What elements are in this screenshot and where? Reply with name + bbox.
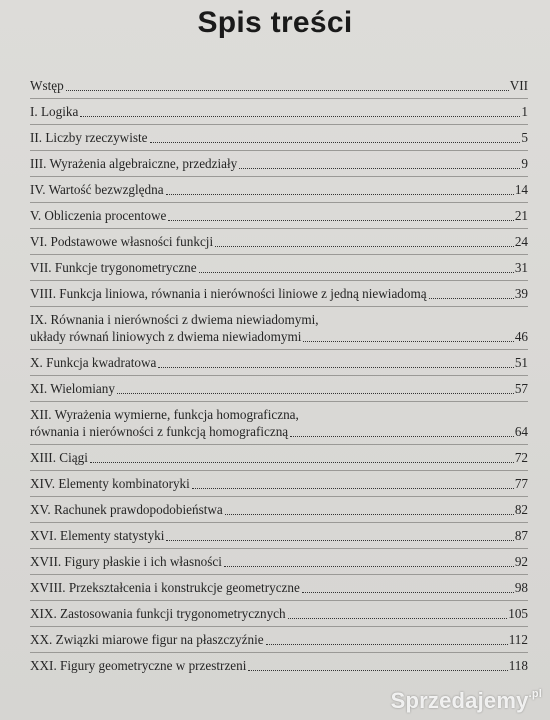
toc-page-number: 46 xyxy=(514,329,528,344)
toc-entry-line xyxy=(30,155,528,172)
toc-entry-line xyxy=(30,631,528,648)
toc-entry xyxy=(30,553,528,570)
toc-entry-title: II. Liczby rzeczywiste xyxy=(30,130,148,145)
toc-page-number: 21 xyxy=(514,208,528,223)
toc-entry-title: XVIII. Przekształcenia i konstrukcje geometryczne xyxy=(30,580,300,595)
toc-entry xyxy=(30,259,528,276)
separator-line xyxy=(30,280,528,281)
toc-entry xyxy=(30,155,528,172)
toc-entry-line xyxy=(30,311,528,328)
toc-page-number: 14 xyxy=(514,182,528,197)
dot-leader xyxy=(166,539,513,541)
toc-entry-line xyxy=(30,605,528,622)
toc-entry-title: równania i nierówności z funkcją homograficzną xyxy=(30,424,289,439)
separator-line xyxy=(30,254,528,255)
page-title: Spis treści xyxy=(197,6,353,39)
toc-page-number: 82 xyxy=(514,502,528,517)
toc-entry-title: XVII. Figury płaskie i ich własności xyxy=(30,554,222,569)
separator-line xyxy=(30,522,528,523)
toc-entry xyxy=(30,354,528,371)
dot-leader xyxy=(288,617,508,619)
dot-leader xyxy=(90,461,514,463)
toc-entry xyxy=(30,579,528,596)
toc-entry-title: układy równań liniowych z dwiema niewiadomymi xyxy=(30,329,302,344)
toc-page-number: 112 xyxy=(508,632,528,647)
separator-line xyxy=(30,306,528,307)
toc-entry xyxy=(30,233,528,250)
toc-entry-title: XV. Rachunek prawdopodobieństwa xyxy=(30,502,223,517)
toc-page-number: 9 xyxy=(521,156,528,171)
toc-entry-line xyxy=(30,328,528,345)
toc-page-number: 5 xyxy=(521,130,528,145)
toc-entry-line xyxy=(30,475,528,492)
dot-leader xyxy=(224,565,514,567)
dot-leader xyxy=(192,487,514,489)
toc-entry-title: I. Logika xyxy=(30,104,79,119)
toc-entry-line xyxy=(30,579,528,596)
toc-page-number: 1 xyxy=(521,104,528,119)
dot-leader xyxy=(158,366,513,368)
separator-line xyxy=(30,574,528,575)
toc-page-number: 105 xyxy=(508,606,528,621)
dot-leader xyxy=(215,245,514,247)
toc-page-number: 72 xyxy=(514,450,528,465)
toc-entry-line xyxy=(30,449,528,466)
toc-entry-line xyxy=(30,207,528,224)
dot-leader xyxy=(150,141,521,143)
dot-leader xyxy=(248,669,507,671)
toc-entry-title: X. Funkcja kwadratowa xyxy=(30,355,157,370)
separator-line xyxy=(30,548,528,549)
dot-leader xyxy=(168,219,513,221)
separator-line xyxy=(30,150,528,151)
separator-line xyxy=(30,176,528,177)
toc-entry-line xyxy=(30,354,528,371)
separator-line xyxy=(30,375,528,376)
toc-entry-line xyxy=(30,406,528,423)
toc-entry-title: VII. Funkcje trygonometryczne xyxy=(30,260,197,275)
toc-page-number: 31 xyxy=(514,260,528,275)
toc-page-number: 92 xyxy=(514,554,528,569)
toc-entry xyxy=(30,406,528,440)
toc-entry-title: XVI. Elementy statystyki xyxy=(30,528,165,543)
watermark-logo: Sprzedajemy$^{.pl}$ xyxy=(390,688,542,713)
separator-line xyxy=(30,496,528,497)
toc-page-number: VII xyxy=(509,78,528,93)
toc-entry xyxy=(30,311,528,345)
toc-entry-title: V. Obliczenia procentowe xyxy=(30,208,167,223)
separator-line xyxy=(30,98,528,99)
toc-entry xyxy=(30,380,528,397)
toc-page-number: 118 xyxy=(508,658,528,673)
toc-entry-title: Wstęp xyxy=(30,78,64,93)
toc-entry-title: IV. Wartość bezwzględna xyxy=(30,182,164,197)
toc-page-number: 51 xyxy=(514,355,528,370)
toc-entry-title: XXI. Figury geometryczne w przestrzeni xyxy=(30,658,247,673)
dot-leader xyxy=(302,591,514,593)
toc-entry-line xyxy=(30,285,528,302)
dot-leader xyxy=(303,340,513,342)
separator-line xyxy=(30,652,528,653)
toc-entry-title: XIII. Ciągi xyxy=(30,450,88,465)
dot-leader xyxy=(429,297,514,299)
toc-entry-title: XI. Wielomiany xyxy=(30,381,115,396)
toc-entry xyxy=(30,501,528,518)
dot-leader xyxy=(266,643,508,645)
toc-page-number: 87 xyxy=(514,528,528,543)
separator-line xyxy=(30,401,528,402)
toc-entry xyxy=(30,657,528,674)
toc-entry-line xyxy=(30,553,528,570)
toc-entry-line xyxy=(30,501,528,518)
separator-line xyxy=(30,470,528,471)
toc-entry xyxy=(30,77,528,94)
toc-entry-line xyxy=(30,380,528,397)
separator-line xyxy=(30,444,528,445)
toc-entry xyxy=(30,605,528,622)
toc-entry-line xyxy=(30,259,528,276)
toc-entry-title: VIII. Funkcja liniowa, równania i nierówności liniowe z jedną niewiadomą xyxy=(30,286,427,301)
toc-entry-title: III. Wyrażenia algebraiczne, przedziały xyxy=(30,156,238,171)
separator-line xyxy=(30,228,528,229)
dot-leader xyxy=(117,392,514,394)
toc-entry-line xyxy=(30,129,528,146)
dot-leader xyxy=(80,115,520,117)
toc-entry xyxy=(30,181,528,198)
separator-line xyxy=(30,349,528,350)
toc-entry-line xyxy=(30,77,528,94)
separator-line xyxy=(30,600,528,601)
toc-page-number: 57 xyxy=(514,381,528,396)
dot-leader xyxy=(66,89,509,91)
toc-entry xyxy=(30,527,528,544)
toc-entry-title: IX. Równania i nierówności z dwiema niewiadomymi, xyxy=(30,312,319,327)
toc-entry xyxy=(30,475,528,492)
dot-leader xyxy=(239,167,520,169)
toc-entry xyxy=(30,103,528,120)
toc-entry-line xyxy=(30,657,528,674)
toc-entry-title: VI. Podstawowe własności funkcji xyxy=(30,234,214,249)
toc-entry xyxy=(30,285,528,302)
dot-leader xyxy=(166,193,514,195)
toc-page-number: 24 xyxy=(514,234,528,249)
toc-entry-title: XX. Związki miarowe figur na płaszczyźnie xyxy=(30,632,264,647)
toc-entry xyxy=(30,631,528,648)
toc-entry xyxy=(30,207,528,224)
toc-page-number: 64 xyxy=(514,424,528,439)
toc-entry-line xyxy=(30,181,528,198)
toc-entry-title: XIX. Zastosowania funkcji trygonometrycznych xyxy=(30,606,286,621)
table-of-contents xyxy=(30,77,528,674)
separator-line xyxy=(30,626,528,627)
toc-entry xyxy=(30,129,528,146)
dot-leader xyxy=(225,513,514,515)
toc-entry-line xyxy=(30,103,528,120)
toc-entry xyxy=(30,449,528,466)
toc-page-number: 39 xyxy=(514,286,528,301)
dot-leader xyxy=(199,271,514,273)
separator-line xyxy=(30,124,528,125)
toc-entry-title: XIV. Elementy kombinatoryki xyxy=(30,476,190,491)
separator-line xyxy=(30,202,528,203)
toc-entry-line xyxy=(30,233,528,250)
toc-entry-line xyxy=(30,423,528,440)
toc-entry-title: XII. Wyrażenia wymierne, funkcja homograficzna, xyxy=(30,407,299,422)
toc-page-number: 77 xyxy=(514,476,528,491)
toc-entry-line xyxy=(30,527,528,544)
toc-page-number: 98 xyxy=(514,580,528,595)
dot-leader xyxy=(290,435,514,437)
